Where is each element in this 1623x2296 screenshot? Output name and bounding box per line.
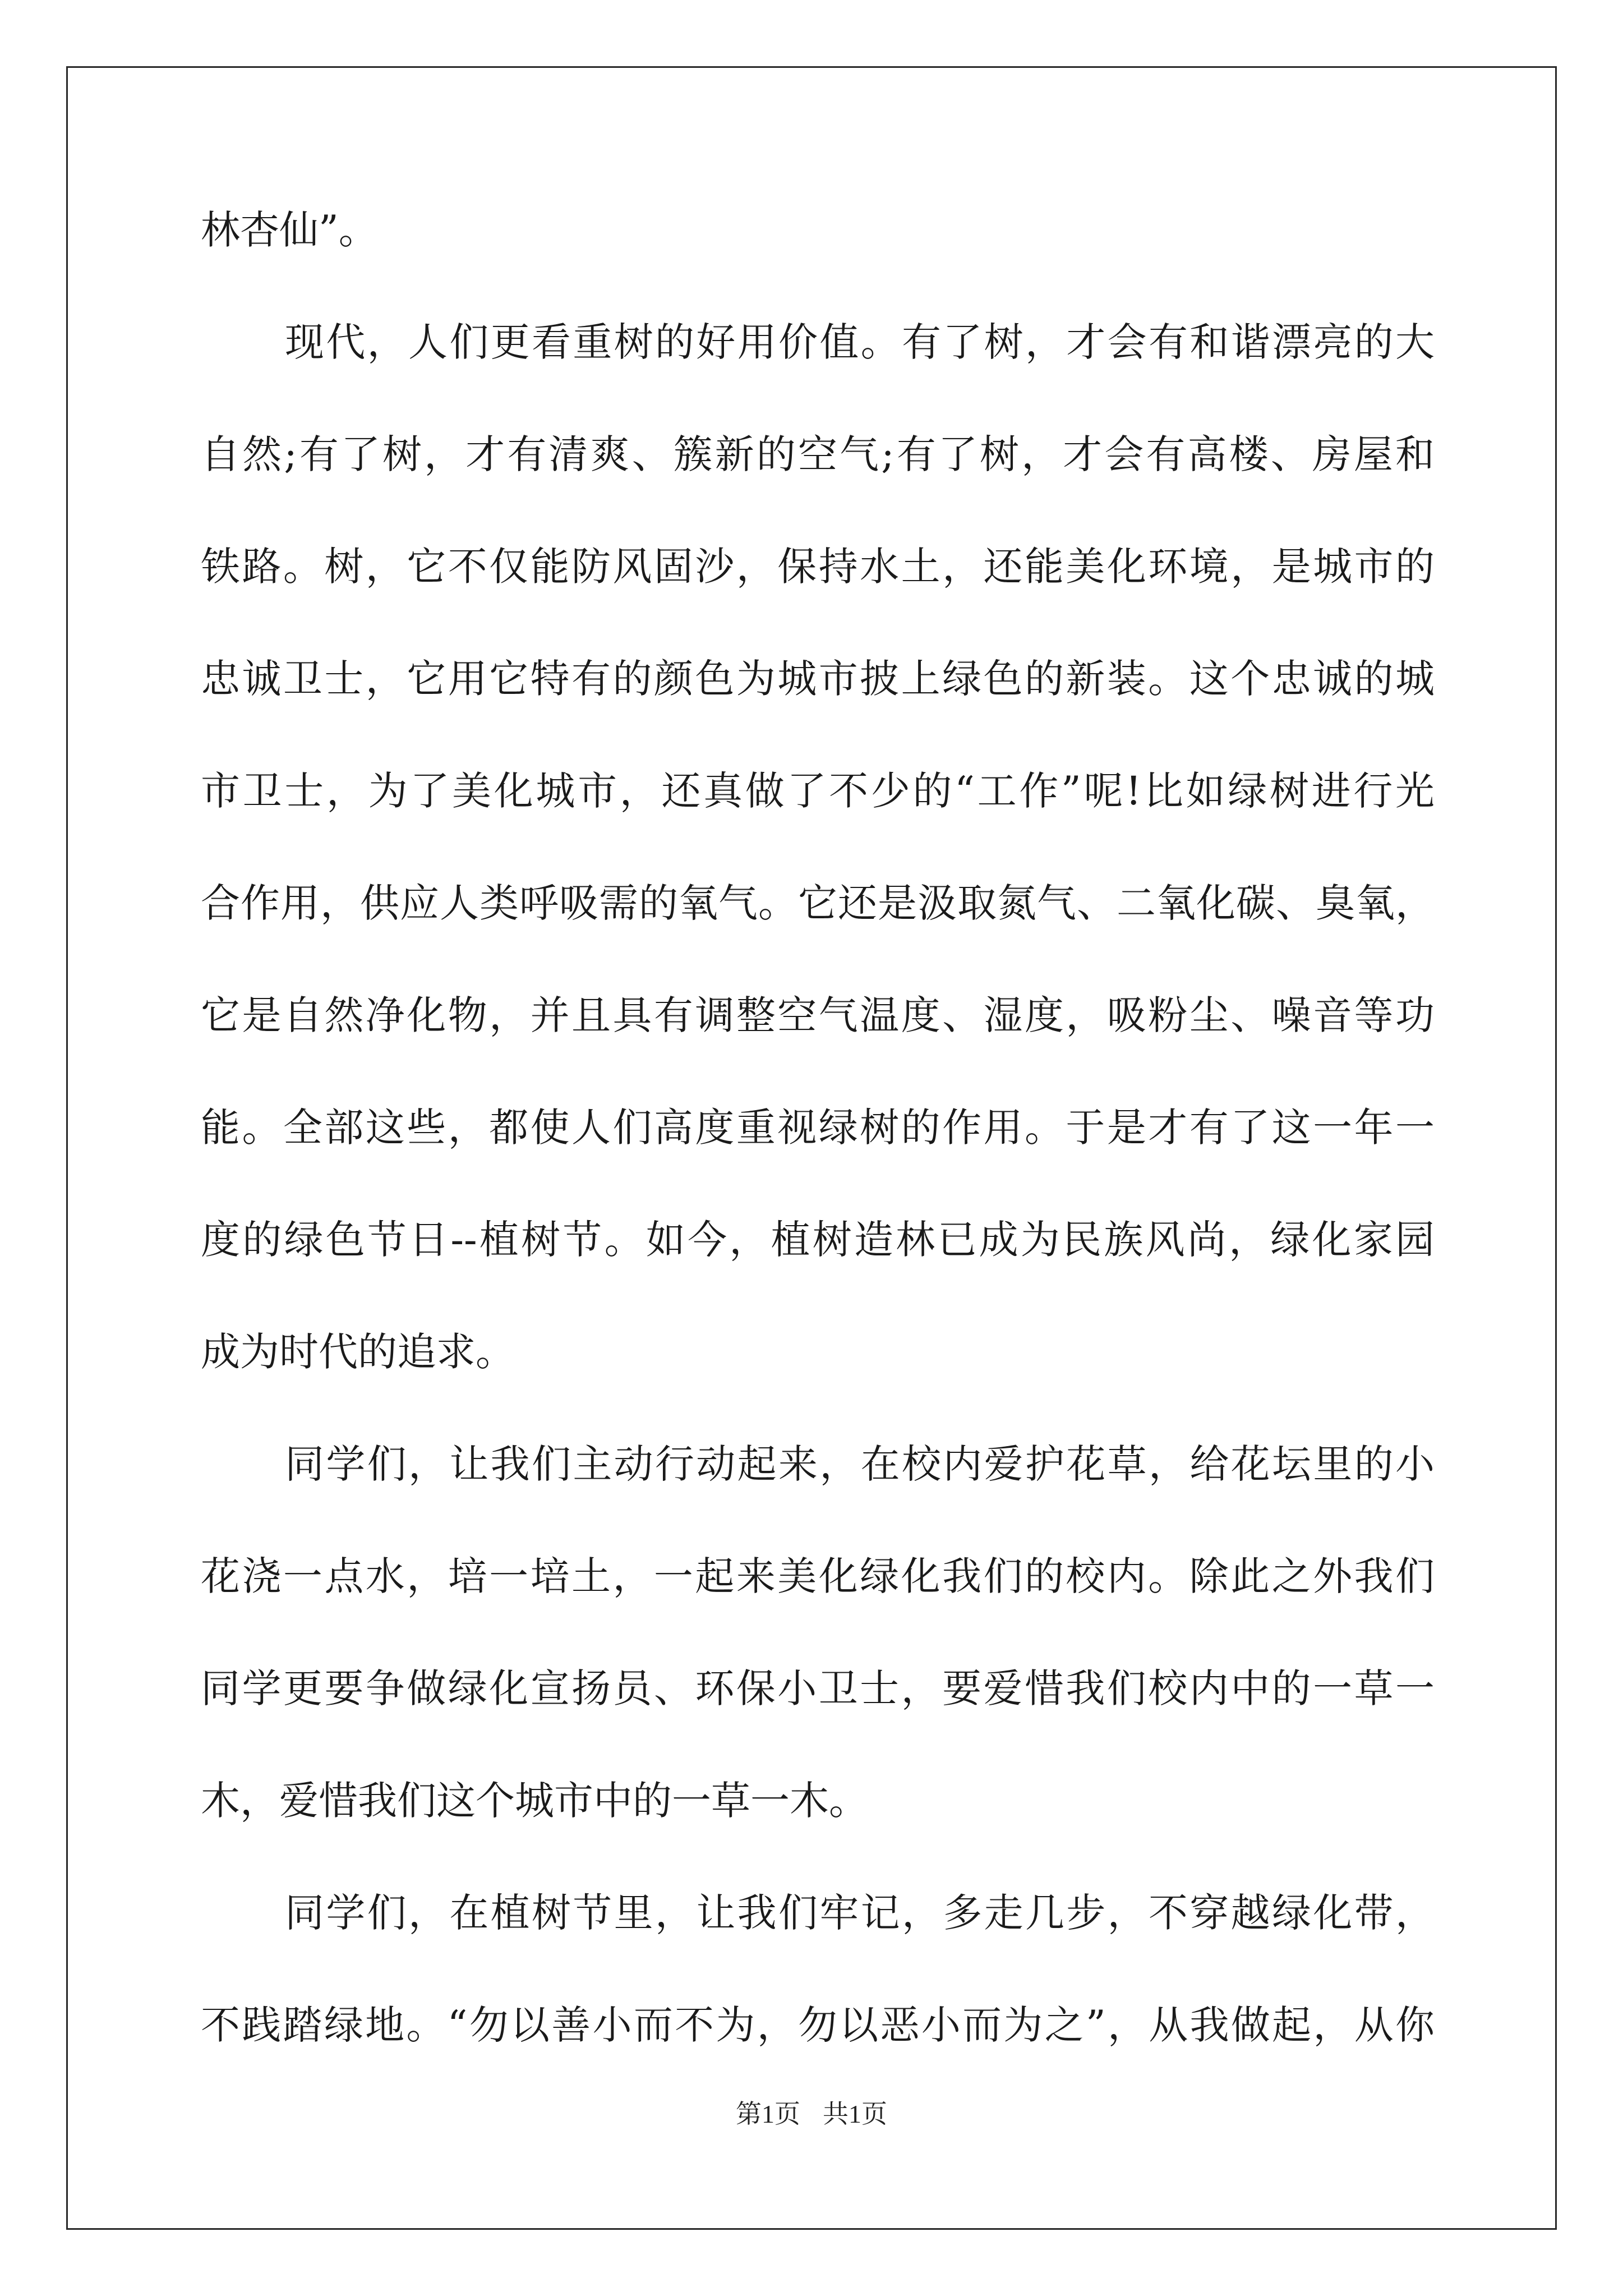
text-line: 同学们，让我们主动行动起来，在校内爱护花草，给花坛里的小 bbox=[285, 1441, 1435, 1487]
text-line: 木，爱惜我们这个城市中的一草一木。 bbox=[201, 1778, 868, 1824]
document-body bbox=[201, 208, 1435, 2115]
page-footer bbox=[0, 2097, 1623, 2131]
text-line: 自然;有了树，才有清爽、簇新的空气;有了树，才会有高楼、房屋和 bbox=[201, 431, 1435, 477]
text-line: 忠诚卫士，它用它特有的颜色为城市披上绿色的新装。这个忠诚的城 bbox=[201, 656, 1435, 702]
text-line: 同学更要争做绿化宣扬员、环保小卫士，要爱惜我们校内中的一草一 bbox=[201, 1665, 1435, 1711]
text-line: 能。全部这些，都使人们高度重视绿树的作用。于是才有了这一年一 bbox=[201, 1105, 1435, 1151]
text-line: 林杏仙”。 bbox=[201, 207, 378, 253]
text-line: 铁路。树，它不仅能防风固沙，保持水土，还能美化环境，是城市的 bbox=[201, 544, 1435, 590]
text-line: 不践踏绿地。“勿以善小而不为，勿以恶小而为之”，从我做起，从你 bbox=[201, 2002, 1435, 2048]
text-line: 市卫士，为了美化城市，还真做了不少的“工作”呢!比如绿树进行光 bbox=[201, 768, 1435, 814]
text-line: 同学们，在植树节里，让我们牢记，多走几步，不穿越绿化带， bbox=[285, 1890, 1435, 1936]
page-number-total: 共1页 bbox=[823, 2100, 887, 2128]
text-line: 现代，人们更看重树的好用价值。有了树，才会有和谐漂亮的大 bbox=[285, 319, 1435, 365]
text-line: 合作用，供应人类呼吸需的氧气。它还是汲取氮气、二氧化碳、臭氧， bbox=[201, 880, 1435, 926]
text-line: 成为时代的追求。 bbox=[201, 1329, 515, 1375]
text-line: 度的绿色节日--植树节。如今，植树造林已成为民族风尚，绿化家园 bbox=[201, 1217, 1435, 1263]
text-line: 它是自然净化物，并且具有调整空气温度、湿度，吸粉尘、噪音等功 bbox=[201, 992, 1435, 1038]
text-line: 花浇一点水，培一培土，一起来美化绿化我们的校内。除此之外我们 bbox=[201, 1553, 1435, 1599]
page-number-current: 第1页 bbox=[736, 2100, 800, 2128]
